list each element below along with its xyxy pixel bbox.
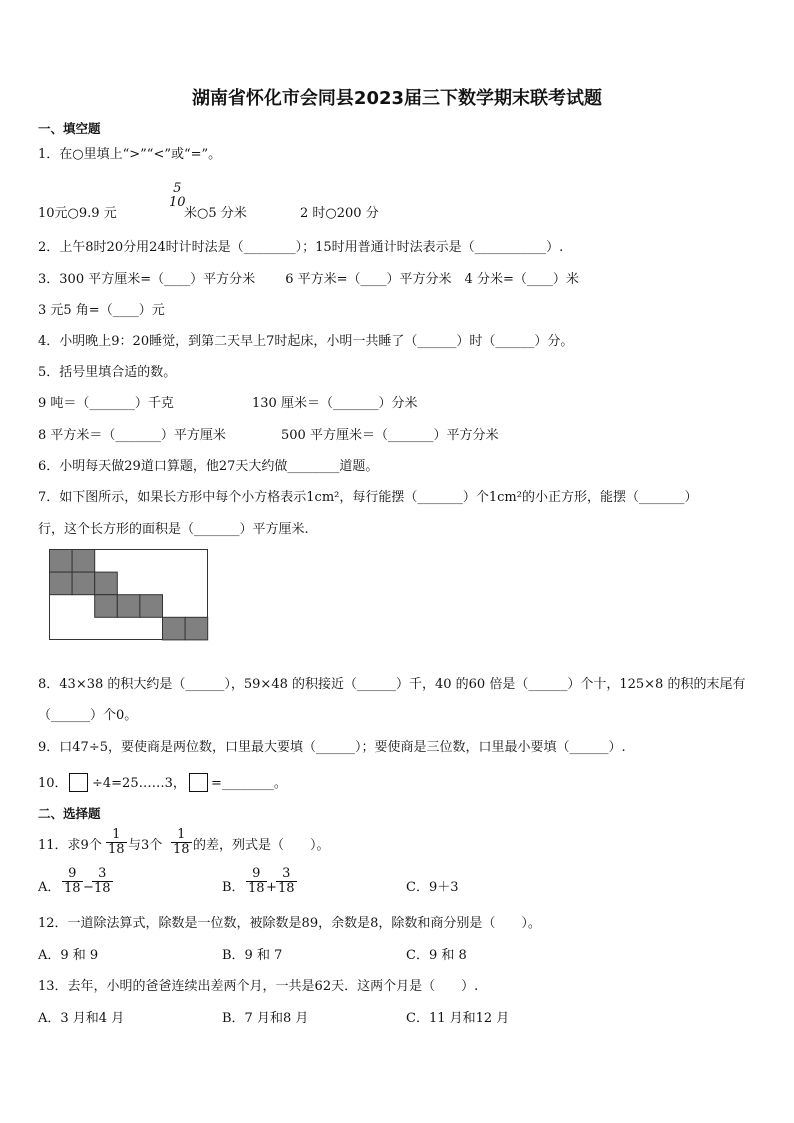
q11-frac2-den: 18 (173, 842, 190, 857)
q11-frac1-num: 1 (112, 827, 121, 842)
q4-text: 4．小明晚上9：20睡觉，到第二天早上7时起床，小明一共睡了（______）时（______）分。 (38, 334, 574, 349)
q10-blank-box-1 (69, 773, 88, 792)
q2-text: 2．上午8时20分用24时计时法是（________）；15时用普通计时法表示是（___________）. (38, 240, 564, 255)
q11-b-d2: 18 (278, 881, 295, 896)
q11-stem-a: 11．求9个 (38, 838, 102, 853)
q11-a-d1: 18 (64, 881, 81, 896)
q11-stem-c: 的差，列式是（ ）。 (193, 838, 330, 853)
q1-part-b-tail: 米○5 分米 (184, 206, 247, 221)
q6-text: 6．小明每天做29道口算题，他27天大约做________道题。 (38, 459, 379, 474)
q11-a-n1: 9 (68, 866, 77, 881)
shaded-cell (50, 572, 73, 595)
q7-line2: 行，这个长方形的面积是（_______）平方厘米. (38, 522, 309, 537)
q1-frac-numerator: 5 (173, 181, 182, 196)
q11-b-d1: 18 (248, 881, 265, 896)
q11-frac1-den: 18 (108, 842, 125, 857)
q3-line1: 3．300 平方厘米=（____）平方分米 6 平方米=（____）平方分米 4 分米=（____）米 (38, 272, 579, 287)
q8-line2: （______）个0。 (38, 708, 138, 723)
q11-option-a-frac1 (62, 867, 83, 896)
q11-option-a-op: − (83, 880, 94, 895)
shaded-cell (117, 595, 140, 618)
q11-option-a-label: A． (38, 880, 61, 895)
q1-part-a: 10元○9.9 元 (38, 206, 117, 221)
q12-option-b: B．9 和 7 (222, 948, 283, 963)
q5-stem: 5．括号里填合适的数。 (38, 365, 177, 380)
shaded-cell (163, 617, 186, 640)
q5-part-d: 500 平方厘米＝（_______）平方分米 (281, 428, 499, 443)
q10-blank-box-2 (189, 773, 208, 792)
q7-grid-figure (49, 549, 211, 643)
q11-b-n2: 3 (282, 866, 291, 881)
q11-fraction-2 (171, 828, 192, 857)
q11-stem-b: 与3个 (128, 838, 163, 853)
q12-option-c: C．9 和 8 (406, 948, 467, 963)
q1-frac-denominator: 10 (169, 195, 186, 210)
q1-stem: 1．在○里填上“>”“<”或“=”。 (38, 147, 222, 162)
q11-option-a-frac2 (92, 867, 113, 896)
shaded-cell (50, 550, 73, 573)
q8-line1: 8．43×38 的积大约是（______），59×48 的积接近（______）千，40 的60 倍是（______）个十，125×8 的积的末尾有 (38, 677, 746, 692)
q10-middle: ÷4=25……3， (92, 776, 186, 791)
shaded-cell (72, 572, 95, 595)
page-title: 湖南省怀化市会同县2023届三下数学期末联考试题 (191, 88, 603, 109)
q11-option-b-op: + (266, 880, 277, 895)
q11-fraction-1 (106, 828, 127, 857)
q13-stem: 13．去年，小明的爸爸连续出差两个月，一共是62天．这两个月是（ ）. (38, 979, 479, 994)
q5-part-c: 8 平方米＝（_______）平方厘米 (38, 428, 226, 443)
q11-a-n2: 3 (98, 866, 107, 881)
q3-line2: 3 元5 角=（____）元 (38, 303, 165, 318)
shaded-cell (72, 550, 95, 573)
q13-option-b: B．7 月和8 月 (222, 1011, 309, 1026)
q12-option-a: A．9 和 9 (38, 948, 99, 963)
shaded-cell (95, 595, 118, 618)
shaded-cell (95, 572, 118, 595)
q10-number: 10． (38, 776, 68, 791)
q5-part-a: 9 吨＝（_______）千克 (38, 396, 174, 411)
q11-b-n1: 9 (252, 866, 261, 881)
section-fill-heading: 一、填空题 (38, 121, 101, 136)
q10-tail: =________。 (211, 776, 287, 791)
q11-frac2-num: 1 (177, 827, 186, 842)
section-choice-heading: 二、选择题 (38, 806, 101, 821)
q12-stem: 12．一道除法算式，除数是一位数，被除数是89，余数是8，除数和商分别是（ ）。 (38, 916, 541, 931)
shaded-cell (140, 595, 163, 618)
q13-option-c: C．11 月和12 月 (406, 1011, 510, 1026)
q7-line1: 7．如下图所示，如果长方形中每个小方格表示1cm²，每行能摆（_______）个1cm²的小正方形，能摆（_______） (38, 490, 698, 505)
q11-option-c: C．9＋3 (406, 880, 459, 895)
q11-option-b-frac1 (246, 867, 267, 896)
q11-option-b-label: B． (222, 880, 245, 895)
q11-option-b-frac2 (276, 867, 297, 896)
q13-option-a: A．3 月和4 月 (38, 1011, 125, 1026)
q5-part-b: 130 厘米＝（_______）分米 (252, 396, 418, 411)
shaded-cell (185, 617, 208, 640)
q9-text: 9．口47÷5，要使商是两位数，口里最大要填（______）；要使商是三位数，口里最小要填（______）. (38, 740, 626, 755)
q1-part-c: 2 时○200 分 (300, 206, 379, 221)
q11-a-d2: 18 (94, 881, 111, 896)
